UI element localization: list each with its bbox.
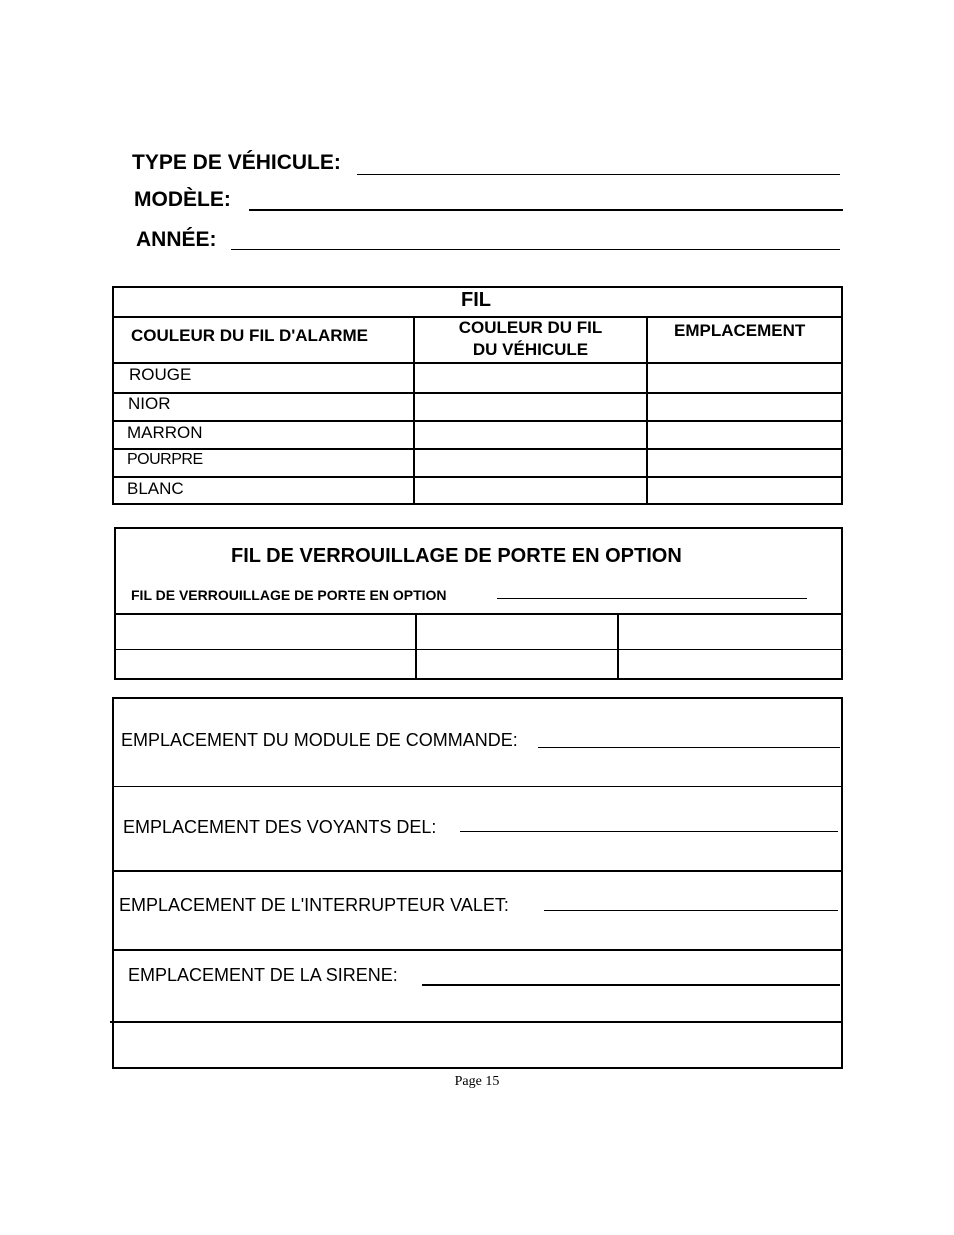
year-field[interactable]: [231, 249, 840, 250]
row-label-blanc: BLANC: [127, 479, 184, 498]
row-divider: [112, 448, 843, 450]
door-lock-field[interactable]: [497, 598, 807, 599]
door-lock-col-divider-2: [617, 613, 619, 680]
row-label-rouge: ROUGE: [129, 365, 192, 384]
header-alarm-color: COULEUR DU FIL D'ALARME: [131, 326, 368, 345]
door-lock-divider: [114, 613, 843, 615]
locations-box: [112, 697, 843, 1069]
locations-divider: [110, 1021, 841, 1023]
vehicle-type-label: TYPE DE VÉHICULE:: [132, 151, 341, 174]
wire-table-title: FIL: [461, 289, 491, 311]
valet-switch-field[interactable]: [544, 910, 838, 911]
door-lock-row-divider: [114, 649, 843, 650]
siren-location-label: EMPLACEMENT DE LA SIRENE:: [128, 965, 398, 985]
locations-divider: [114, 786, 841, 787]
header-vehicle-color-2: DU VÉHICULE: [472, 340, 589, 359]
door-lock-field-label: FIL DE VERROUILLAGE DE PORTE EN OPTION: [131, 587, 447, 603]
row-divider: [112, 476, 843, 478]
control-module-label: EMPLACEMENT DU MODULE DE COMMANDE:: [121, 730, 518, 750]
header-location: EMPLACEMENT: [674, 321, 806, 340]
row-divider: [112, 420, 843, 422]
wire-table-header-divider: [112, 362, 843, 364]
model-label: MODÈLE:: [134, 188, 231, 211]
year-label: ANNÉE:: [136, 228, 217, 251]
vehicle-type-field[interactable]: [357, 174, 840, 175]
header-vehicle-color-1: COULEUR DU FIL: [458, 318, 603, 337]
door-lock-title: FIL DE VERROUILLAGE DE PORTE EN OPTION: [231, 545, 682, 567]
row-label-nior: NIOR: [128, 394, 171, 413]
row-label-marron: MARRON: [127, 423, 203, 442]
page-number: Page 15: [454, 1074, 500, 1089]
control-module-field[interactable]: [538, 747, 840, 748]
led-location-label: EMPLACEMENT DES VOYANTS DEL:: [123, 817, 437, 837]
led-location-field[interactable]: [460, 831, 838, 832]
locations-divider: [114, 949, 841, 951]
siren-location-field[interactable]: [422, 984, 840, 986]
valet-switch-label: EMPLACEMENT DE L'INTERRUPTEUR VALET:: [119, 895, 509, 915]
model-field[interactable]: [249, 209, 843, 211]
row-divider: [112, 392, 843, 394]
locations-divider: [114, 870, 841, 872]
door-lock-col-divider-1: [415, 613, 417, 680]
row-label-pourpre: POURPRE: [127, 451, 203, 468]
